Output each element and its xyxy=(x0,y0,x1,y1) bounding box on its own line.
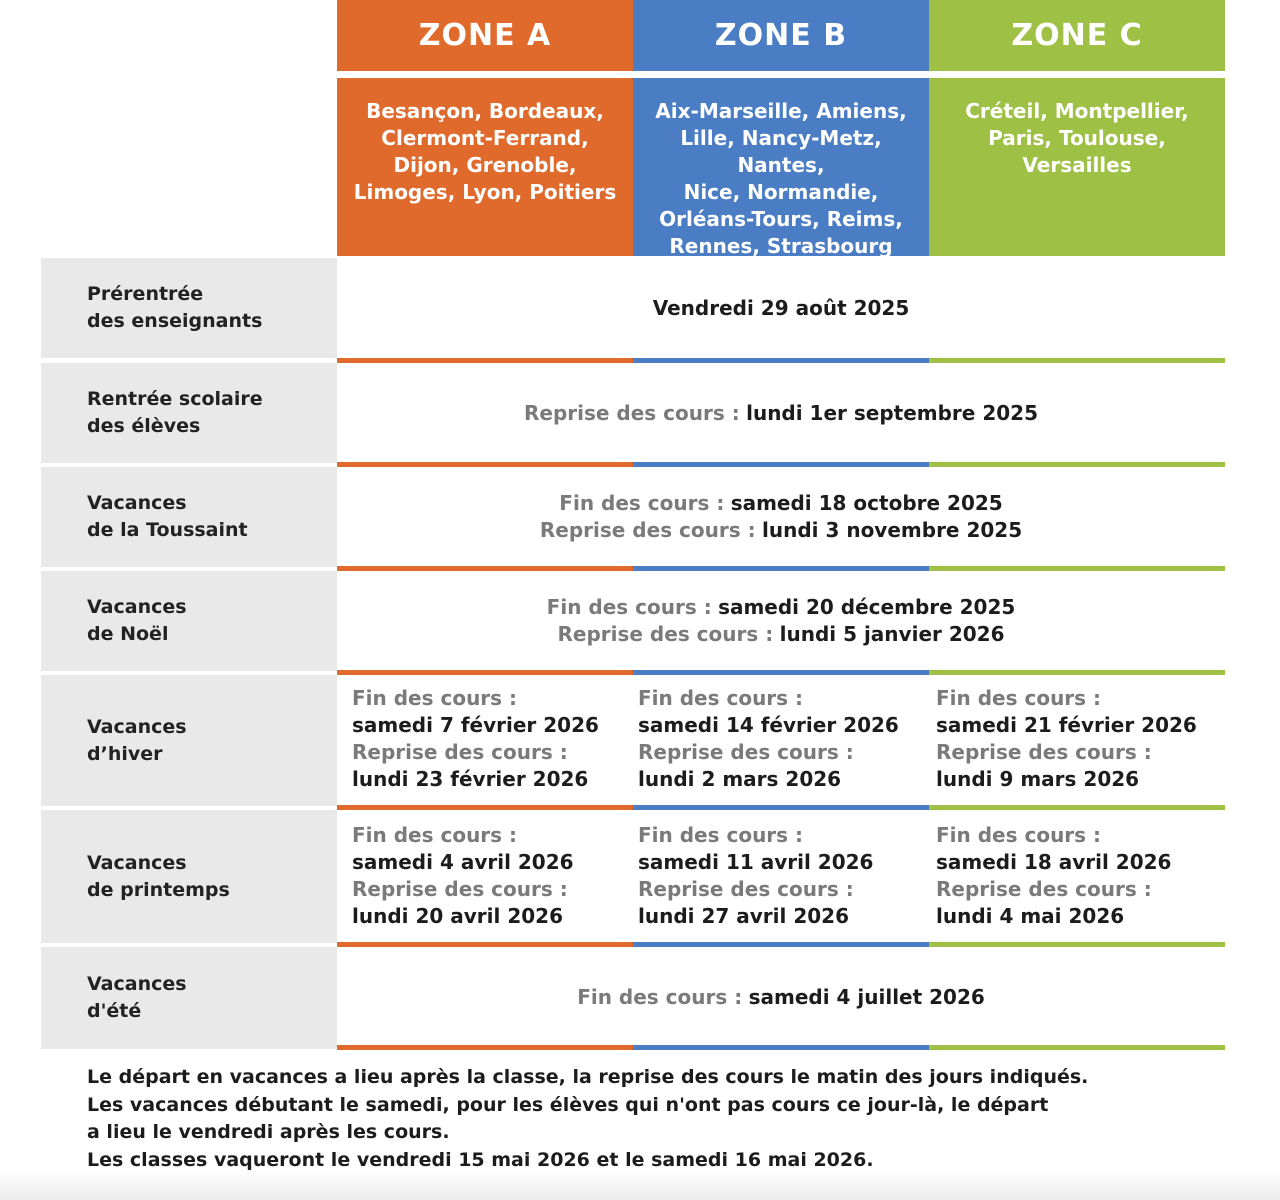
reprise-label: Reprise des cours : xyxy=(523,400,740,425)
fin-date: samedi 11 avril 2026 xyxy=(638,850,874,874)
zone-c-cities: Créteil, Montpellier, Paris, Toulouse, Versailles xyxy=(929,78,1225,256)
noel-reprise-line xyxy=(558,621,1005,648)
footnotes xyxy=(87,1064,1187,1174)
prerentree-date: Vendredi 29 août 2025 xyxy=(652,295,910,320)
reprise-label: Reprise des cours : xyxy=(352,877,568,901)
toussaint-reprise-line xyxy=(540,517,1022,544)
row-prerentree xyxy=(337,258,1225,358)
ete-fin-line xyxy=(577,984,985,1011)
fin-date: samedi 18 octobre 2025 xyxy=(730,491,1003,515)
printemps-zone-c xyxy=(936,822,1232,930)
fin-date: samedi 21 février 2026 xyxy=(936,713,1197,737)
fin-label: Fin des cours : xyxy=(936,686,1102,710)
footnote-line: a lieu le vendredi après les cours. xyxy=(87,1121,450,1143)
reprise-date: lundi 1er septembre 2025 xyxy=(746,400,1038,425)
fin-label: Fin des cours : xyxy=(638,686,804,710)
fin-date: samedi 18 avril 2026 xyxy=(936,850,1172,874)
reprise-label: Reprise des cours : xyxy=(638,877,854,901)
zone-c-header: ZONE C xyxy=(929,0,1225,71)
row-separator xyxy=(337,805,1225,810)
fin-date: samedi 4 juillet 2026 xyxy=(748,984,985,1009)
row-toussaint xyxy=(337,467,1225,567)
fin-label: Fin des cours : xyxy=(352,823,518,847)
reprise-label: Reprise des cours : xyxy=(352,740,568,764)
fin-date: samedi 4 avril 2026 xyxy=(352,850,574,874)
row-label-prerentree: Prérentrée des enseignants xyxy=(41,258,337,358)
reprise-label: Reprise des cours : xyxy=(936,740,1152,764)
footnote-line: Les classes vaqueront le vendredi 15 mai 2026 et le samedi 16 mai 2026. xyxy=(87,1148,874,1171)
fin-label: Fin des cours : xyxy=(559,491,725,515)
printemps-zone-b xyxy=(638,822,934,930)
row-label-ete: Vacances d'été xyxy=(41,947,337,1049)
row-separator xyxy=(337,1045,1225,1050)
row-ete xyxy=(337,947,1225,1047)
reprise-date: lundi 20 avril 2026 xyxy=(352,904,563,928)
toussaint-fin-line xyxy=(559,490,1002,517)
reprise-date: lundi 4 mai 2026 xyxy=(936,904,1125,928)
reprise-label: Reprise des cours : xyxy=(638,740,854,764)
row-label-printemps: Vacances de printemps xyxy=(41,810,337,943)
reprise-date: lundi 5 janvier 2026 xyxy=(779,622,1005,646)
footnote-line: Les vacances débutant le samedi, pour les élèves qui n'ont pas cours ce jour-là, le départ xyxy=(87,1093,1049,1116)
footnote-line: Le départ en vacances a lieu après la classe, la reprise des cours le matin des jours indiqués. xyxy=(87,1066,1089,1088)
row-label-toussaint: Vacances de la Toussaint xyxy=(41,467,337,567)
reprise-date: lundi 23 février 2026 xyxy=(352,767,589,791)
fin-label: Fin des cours : xyxy=(577,984,743,1009)
row-label-hiver: Vacances d’hiver xyxy=(41,675,337,806)
printemps-zone-a xyxy=(352,822,648,930)
hiver-zone-c xyxy=(936,685,1232,793)
reprise-label: Reprise des cours : xyxy=(936,877,1152,901)
reprise-date: lundi 9 mars 2026 xyxy=(936,767,1140,791)
zone-b-cities: Aix-Marseille, Amiens, Lille, Nancy-Metz, Nantes, Nice, Normandie, Orléans-Tours, Reims, Rennes, Strasbourg xyxy=(633,78,929,256)
row-label-noel: Vacances de Noël xyxy=(41,571,337,671)
reprise-label: Reprise des cours : xyxy=(539,518,756,542)
fin-label: Fin des cours : xyxy=(546,595,712,619)
noel-fin-line xyxy=(547,594,1016,621)
reprise-date: lundi 27 avril 2026 xyxy=(638,904,849,928)
rentree-line xyxy=(524,400,1038,427)
zone-a-cities: Besançon, Bordeaux, Clermont-Ferrand, Dijon, Grenoble, Limoges, Lyon, Poitiers xyxy=(337,78,633,256)
zone-b-header: ZONE B xyxy=(633,0,929,71)
bottom-fade xyxy=(0,1170,1280,1200)
fin-date: samedi 7 février 2026 xyxy=(352,713,599,737)
fin-date: samedi 14 février 2026 xyxy=(638,713,899,737)
fin-date: samedi 20 décembre 2025 xyxy=(718,595,1016,619)
zone-a-header: ZONE A xyxy=(337,0,633,71)
row-noel xyxy=(337,571,1225,671)
row-label-rentree: Rentrée scolaire des élèves xyxy=(41,363,337,463)
reprise-date: lundi 3 novembre 2025 xyxy=(761,518,1023,542)
reprise-date: lundi 2 mars 2026 xyxy=(638,767,842,791)
fin-label: Fin des cours : xyxy=(638,823,804,847)
hiver-zone-a xyxy=(352,685,648,793)
row-separator xyxy=(337,670,1225,675)
fin-label: Fin des cours : xyxy=(352,686,518,710)
fin-label: Fin des cours : xyxy=(936,823,1102,847)
reprise-label: Reprise des cours : xyxy=(557,622,774,646)
row-rentree xyxy=(337,363,1225,463)
hiver-zone-b xyxy=(638,685,934,793)
